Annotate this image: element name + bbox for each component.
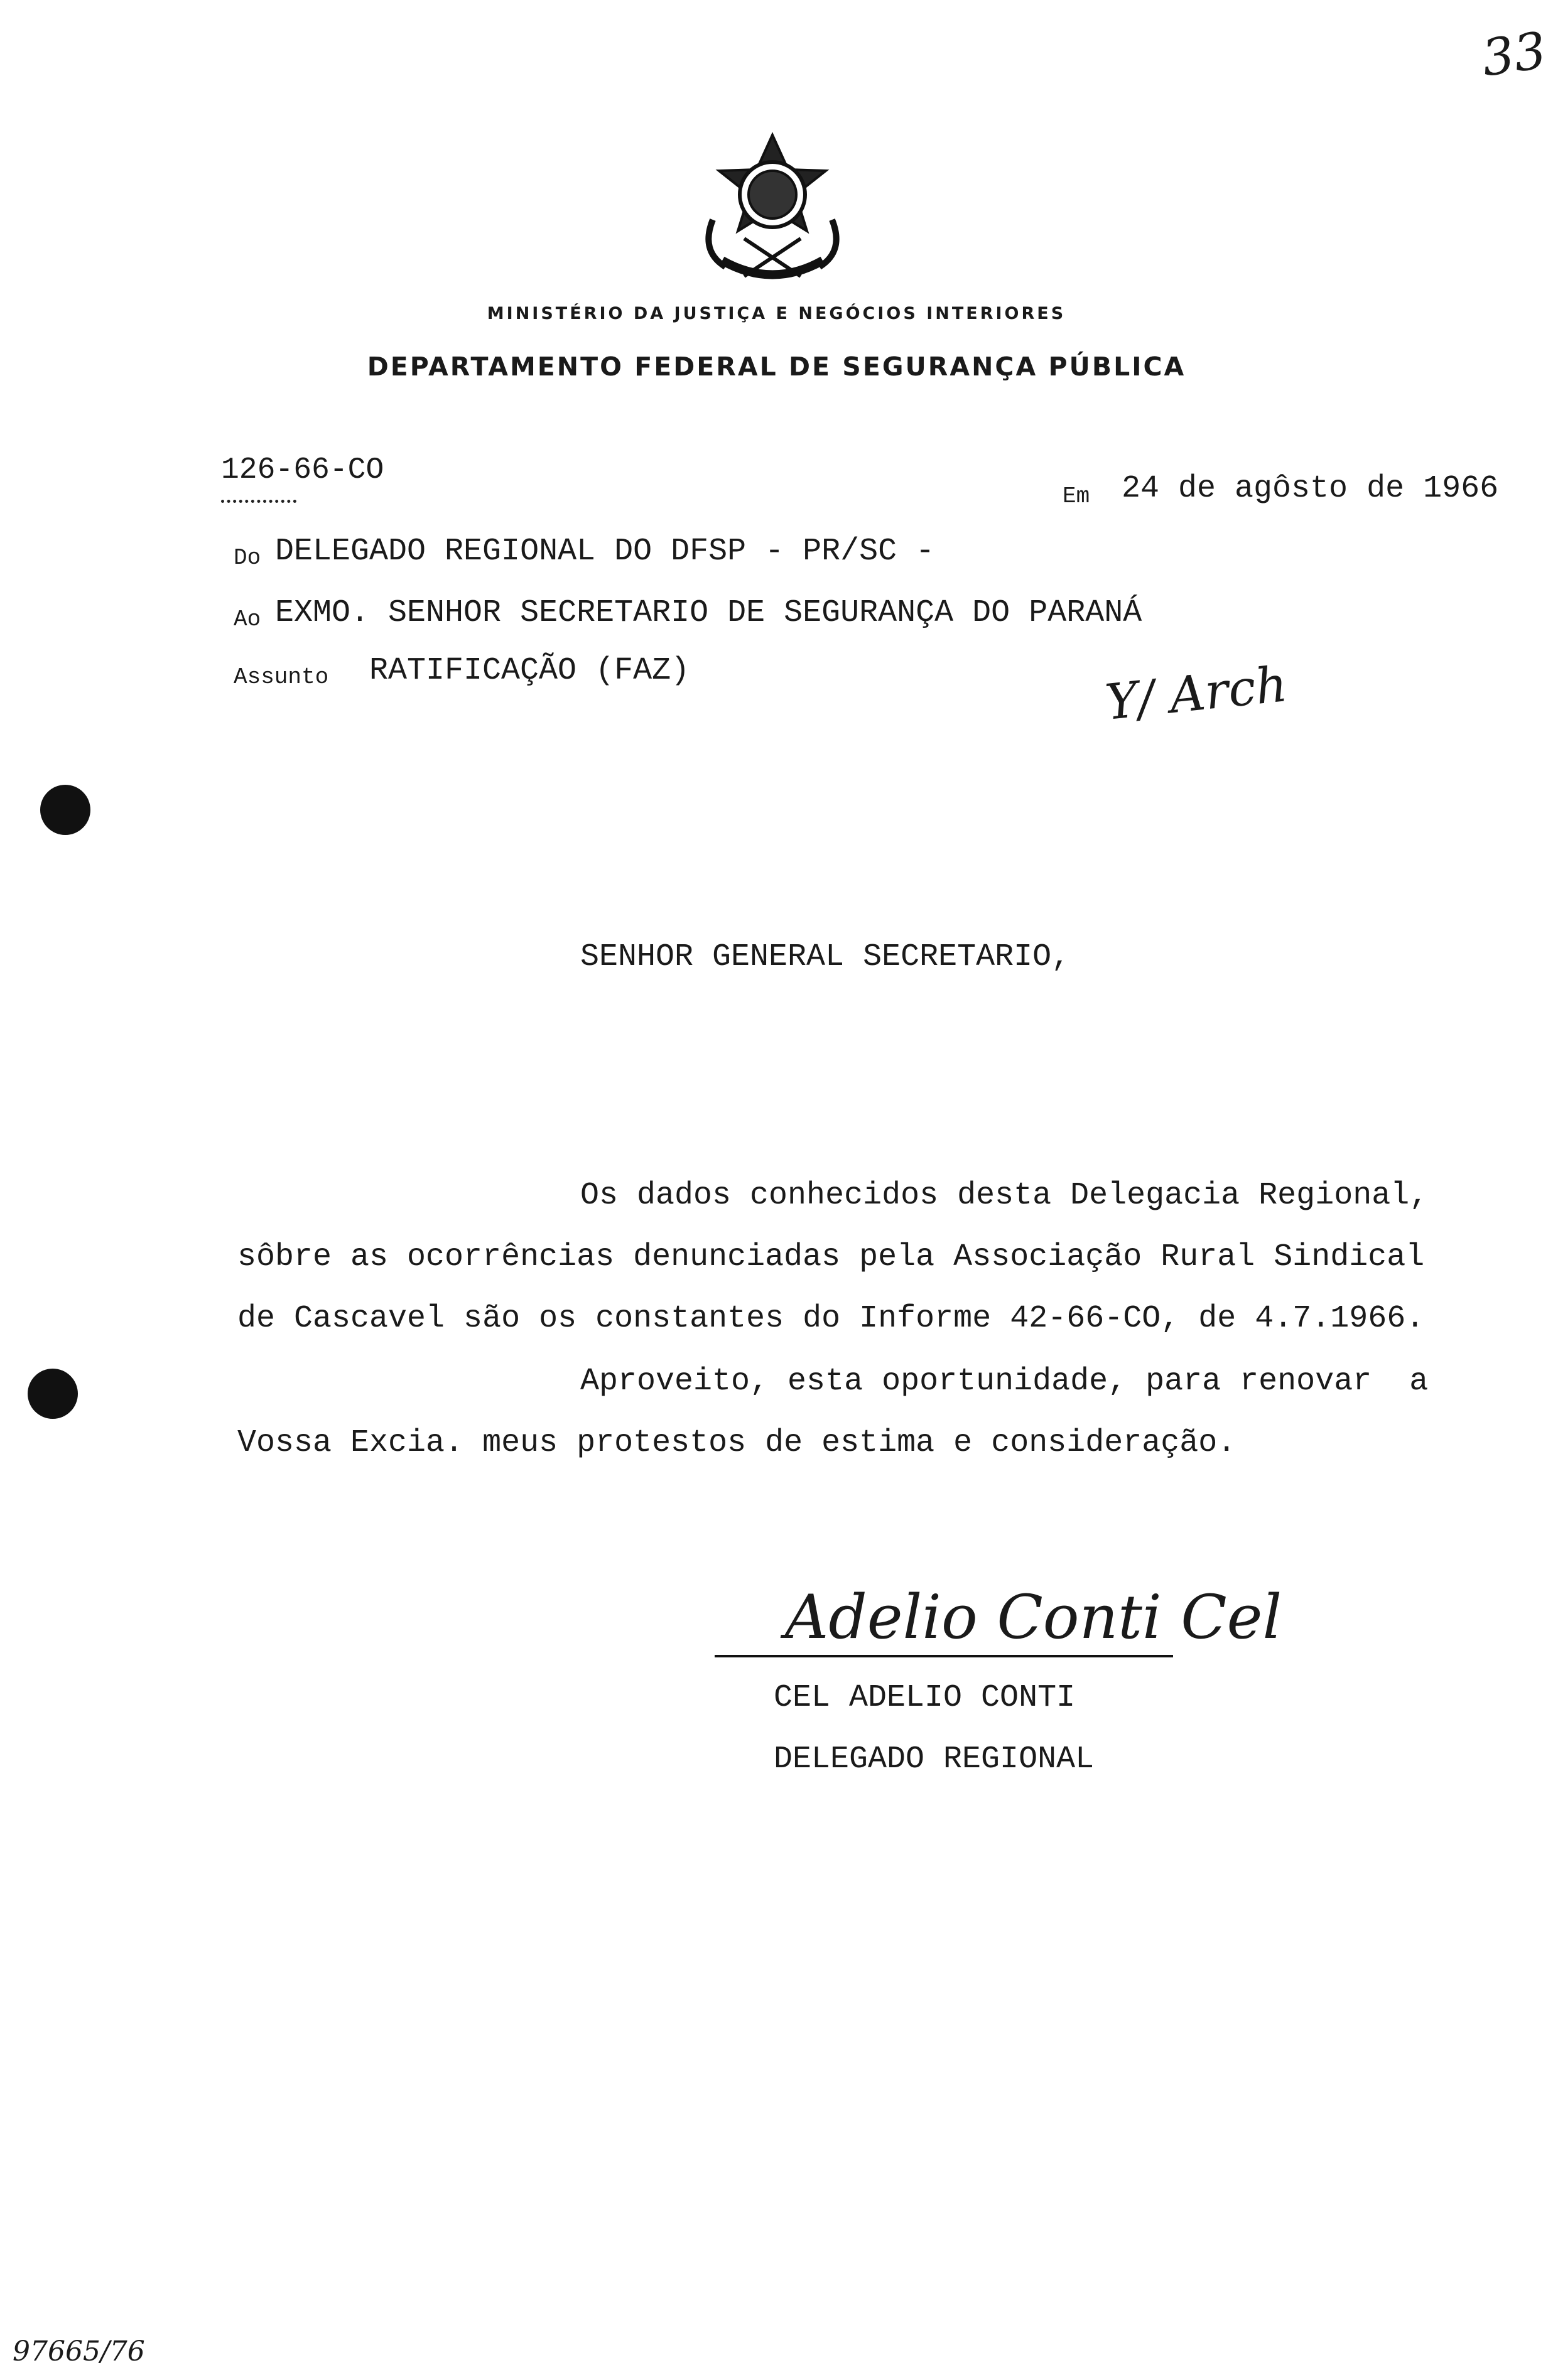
letter-date: 24 de agôsto de 1966	[1122, 471, 1499, 507]
binder-hole-top	[40, 785, 90, 835]
paragraph1-line3: de Cascavel são os constantes do Informe 42-66-CO, de 4.7.1966.	[237, 1301, 1425, 1337]
paragraph2-line1: Aproveito, esta oportunidade, para renovar a	[580, 1364, 1429, 1399]
department-heading: DEPARTAMENTO FEDERAL DE SEGURANÇA PÚBLICA	[367, 352, 1186, 382]
to-value: EXMO. SENHOR SECRETARIO DE SEGURANÇA DO PARANÁ	[275, 595, 1142, 631]
paragraph1-line1: Os dados conhecidos desta Delegacia Regional,	[580, 1178, 1429, 1214]
signatory-title: DELEGADO REGIONAL	[774, 1742, 1095, 1777]
date-prefix: Em	[1063, 483, 1090, 509]
subject-value: RATIFICAÇÃO (FAZ)	[369, 653, 690, 689]
handwritten-signature: Adelio Conti Cel	[785, 1582, 1282, 1652]
ministry-heading: MINISTÉRIO DA JUSTIÇA E NEGÓCIOS INTERIORES	[487, 304, 1066, 323]
paragraph1-line2: sôbre as ocorrências denunciadas pela Associação Rural Sindical	[237, 1239, 1425, 1275]
archive-code-annotation: 97665/76	[13, 2335, 145, 2367]
from-value: DELEGADO REGIONAL DO DFSP - PR/SC -	[275, 534, 935, 569]
from-label: Do	[234, 545, 261, 571]
binder-hole-bottom	[28, 1369, 78, 1419]
subject-label: Assunto	[234, 664, 329, 690]
reference-number: 126-66-CO	[221, 453, 384, 487]
to-label: Ao	[234, 606, 261, 632]
coat-of-arms-emblem	[688, 132, 857, 289]
reference-dotted-line	[221, 500, 296, 503]
signatory-name: CEL ADELIO CONTI	[774, 1680, 1076, 1716]
handwritten-initials: Y/ Arch	[1103, 656, 1291, 731]
signature-line	[715, 1655, 1173, 1657]
page-number-annotation: 33	[1478, 21, 1550, 88]
paragraph2-line2: Vossa Excia. meus protestos de estima e consideração.	[237, 1425, 1236, 1461]
salutation: SENHOR GENERAL SECRETARIO,	[580, 939, 1071, 975]
